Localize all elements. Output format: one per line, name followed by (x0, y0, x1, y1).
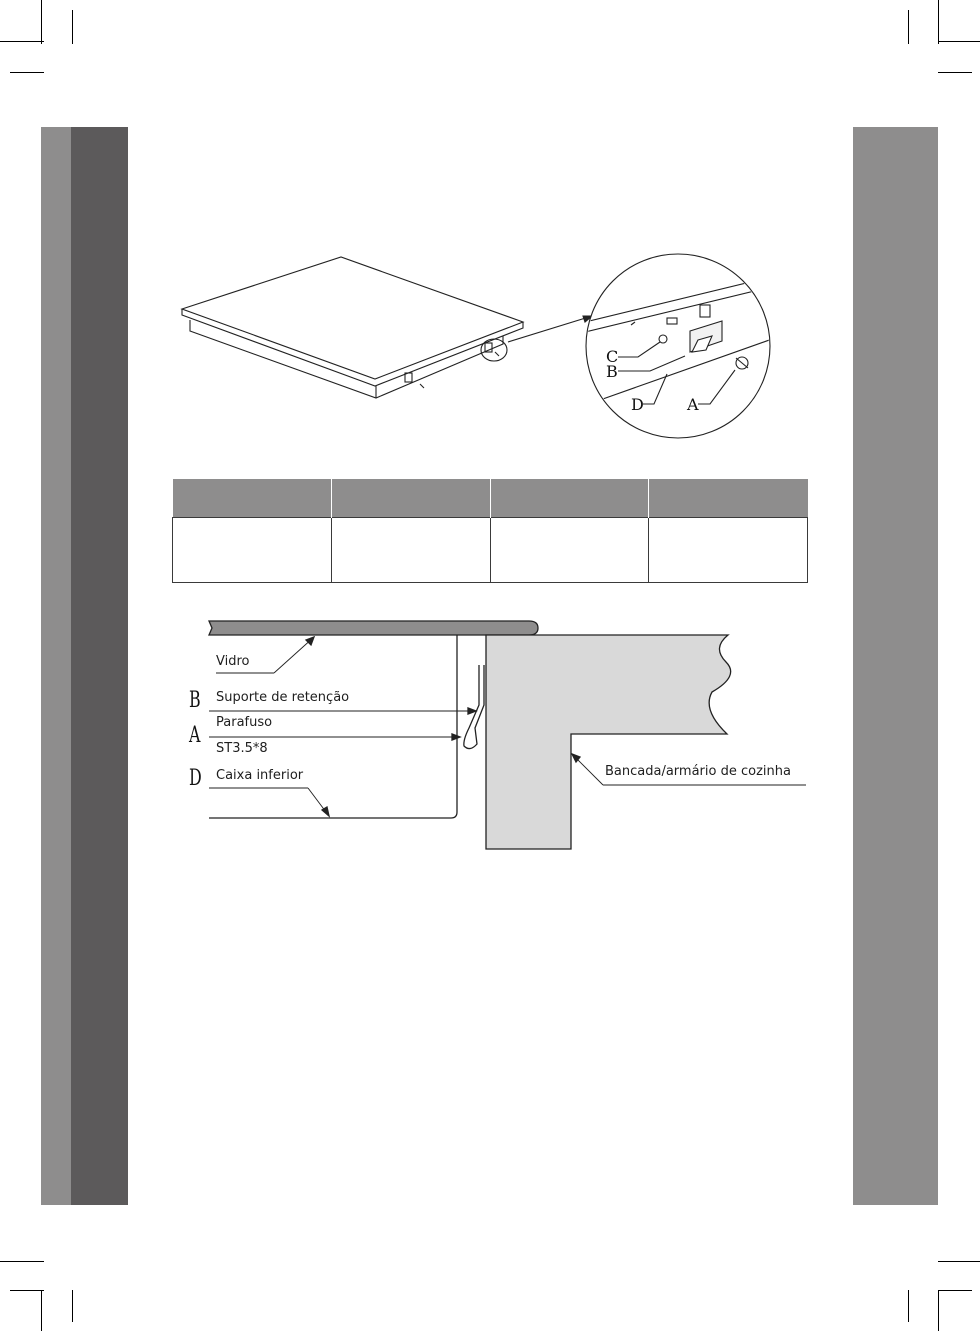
table-header-row (173, 479, 808, 518)
table-cell (649, 518, 808, 583)
hob-overview-figure (170, 245, 800, 445)
table-header-cell (490, 479, 649, 518)
worktop-section (486, 635, 731, 849)
table-row (173, 518, 808, 583)
callout-letter-a: A (687, 395, 699, 414)
bracket-label: Suporte de retenção (216, 690, 350, 705)
bracket-letter: B (189, 688, 201, 713)
left-margin-band-light (41, 127, 71, 1205)
case-label: Caixa inferior (216, 768, 304, 783)
table-header-cell (331, 479, 490, 518)
callout-letter-c: C (606, 347, 619, 366)
glass-plate-section (209, 621, 538, 635)
magnified-detail-circle (586, 254, 770, 438)
retention-bracket (464, 665, 484, 749)
case-letter: D (189, 766, 202, 791)
hob-glass-top (182, 257, 523, 379)
table-cell (173, 518, 332, 583)
table-cell (331, 518, 490, 583)
spec-table (172, 479, 808, 583)
table-header-cell (649, 479, 808, 518)
table-header-cell (173, 479, 332, 518)
callout-letter-d: D (631, 395, 644, 414)
installation-section-diagram (200, 610, 810, 855)
screw-letter: A (189, 723, 201, 748)
right-margin-band (853, 127, 938, 1205)
screw-label: Parafuso (216, 715, 273, 730)
counter-label: Bancada/armário de cozinha (605, 764, 791, 779)
table-cell (490, 518, 649, 583)
glass-label: Vidro (216, 654, 250, 669)
screw-spec-label: ST3.5*8 (216, 741, 268, 756)
left-margin-band-dark (71, 127, 128, 1205)
callout-letter-b: B (606, 362, 618, 381)
